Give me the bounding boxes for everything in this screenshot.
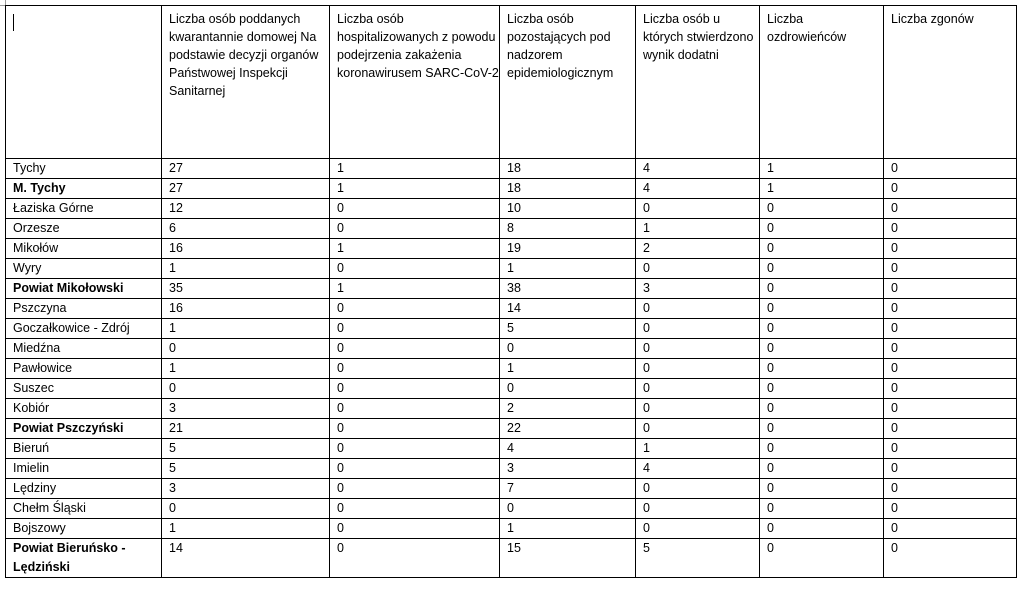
cell-positive[interactable]: 1 (636, 219, 760, 239)
cell-positive[interactable]: 4 (636, 179, 760, 199)
cell-recovered[interactable]: 0 (760, 259, 884, 279)
table-row (6, 399, 1017, 419)
cell-hospitalized[interactable]: 0 (330, 499, 500, 519)
cell-hospitalized[interactable]: 0 (330, 519, 500, 539)
table-row (6, 519, 1017, 539)
cell-supervision[interactable]: 5 (500, 319, 636, 339)
cell-positive[interactable]: 0 (636, 499, 760, 519)
cell-quarantine[interactable]: 27 (162, 179, 330, 199)
table-header (6, 6, 1017, 159)
cell-recovered[interactable]: 0 (760, 519, 884, 539)
cell-positive[interactable]: 0 (636, 379, 760, 399)
cell-recovered[interactable]: 0 (760, 499, 884, 519)
cell-quarantine[interactable]: 27 (162, 159, 330, 179)
cell-quarantine[interactable]: 16 (162, 299, 330, 319)
table-row (6, 499, 1017, 519)
row-name-cell[interactable]: Bojszowy (6, 519, 162, 539)
cell-supervision[interactable]: 1 (500, 359, 636, 379)
cell-positive[interactable]: 4 (636, 459, 760, 479)
cell-deaths[interactable]: 0 (884, 239, 1017, 259)
table-row (6, 219, 1017, 239)
table-row (6, 459, 1017, 479)
header-cell-hospitalized[interactable]: Liczba osób hospitalizowanych z powodu podejrzenia zakażenia koronawirusem SARC-CoV-2 (330, 6, 500, 159)
cell-recovered[interactable]: 0 (760, 379, 884, 399)
table-row (6, 319, 1017, 339)
cell-quarantine[interactable]: 6 (162, 219, 330, 239)
header-row (6, 6, 1017, 159)
cell-supervision[interactable]: 15 (500, 539, 636, 578)
cell-quarantine[interactable]: 1 (162, 319, 330, 339)
cell-quarantine[interactable]: 0 (162, 499, 330, 519)
cell-positive[interactable]: 0 (636, 479, 760, 499)
cell-quarantine[interactable]: 12 (162, 199, 330, 219)
cell-positive[interactable]: 0 (636, 399, 760, 419)
cell-deaths[interactable]: 0 (884, 499, 1017, 519)
cell-hospitalized[interactable]: 1 (330, 159, 500, 179)
cell-hospitalized[interactable]: 0 (330, 319, 500, 339)
cell-hospitalized[interactable]: 0 (330, 399, 500, 419)
cell-supervision[interactable]: 2 (500, 399, 636, 419)
cell-hospitalized[interactable]: 0 (330, 299, 500, 319)
cell-positive[interactable]: 0 (636, 339, 760, 359)
cell-quarantine[interactable]: 0 (162, 379, 330, 399)
cell-supervision[interactable]: 4 (500, 439, 636, 459)
table-row (6, 339, 1017, 359)
cell-supervision[interactable]: 14 (500, 299, 636, 319)
cell-quarantine[interactable]: 1 (162, 359, 330, 379)
cell-hospitalized[interactable]: 0 (330, 359, 500, 379)
cell-hospitalized[interactable]: 0 (330, 219, 500, 239)
cell-supervision[interactable]: 19 (500, 239, 636, 259)
row-name-cell[interactable]: Imielin (6, 459, 162, 479)
cell-hospitalized[interactable]: 0 (330, 419, 500, 439)
cell-recovered[interactable]: 0 (760, 199, 884, 219)
cell-deaths[interactable]: 0 (884, 379, 1017, 399)
cell-recovered[interactable]: 0 (760, 319, 884, 339)
cell-recovered[interactable]: 0 (760, 239, 884, 259)
header-cell-recovered[interactable]: Liczba ozdrowieńców (760, 6, 884, 159)
cell-quarantine[interactable]: 1 (162, 259, 330, 279)
table-row (6, 259, 1017, 279)
table-row (6, 199, 1017, 219)
cell-quarantine[interactable]: 3 (162, 399, 330, 419)
row-name-cell[interactable]: Suszec (6, 379, 162, 399)
cell-deaths[interactable]: 0 (884, 299, 1017, 319)
cell-deaths[interactable]: 0 (884, 159, 1017, 179)
cell-quarantine[interactable]: 5 (162, 459, 330, 479)
cell-recovered[interactable]: 0 (760, 279, 884, 299)
cell-quarantine[interactable]: 14 (162, 539, 330, 578)
cell-hospitalized[interactable]: 1 (330, 279, 500, 299)
cell-positive[interactable]: 3 (636, 279, 760, 299)
cell-deaths[interactable]: 0 (884, 439, 1017, 459)
row-name-cell[interactable]: Miedźna (6, 339, 162, 359)
cell-quarantine[interactable]: 16 (162, 239, 330, 259)
cell-deaths[interactable]: 0 (884, 179, 1017, 199)
cell-supervision[interactable]: 1 (500, 519, 636, 539)
cell-quarantine[interactable]: 3 (162, 479, 330, 499)
table-row (6, 439, 1017, 459)
cell-hospitalized[interactable]: 0 (330, 259, 500, 279)
cell-recovered[interactable]: 0 (760, 339, 884, 359)
cell-recovered[interactable]: 0 (760, 399, 884, 419)
table-row (6, 239, 1017, 259)
cell-recovered[interactable]: 0 (760, 539, 884, 578)
row-name-cell[interactable]: Goczałkowice - Zdrój (6, 319, 162, 339)
cell-deaths[interactable]: 0 (884, 279, 1017, 299)
cell-positive[interactable]: 0 (636, 319, 760, 339)
cell-hospitalized[interactable]: 0 (330, 479, 500, 499)
cell-hospitalized[interactable]: 0 (330, 439, 500, 459)
row-name-cell[interactable]: Wyry (6, 259, 162, 279)
cell-hospitalized[interactable]: 0 (330, 199, 500, 219)
cell-deaths[interactable]: 0 (884, 419, 1017, 439)
header-cell-deaths[interactable]: Liczba zgonów (884, 6, 1017, 159)
cell-quarantine[interactable]: 1 (162, 519, 330, 539)
table-row (6, 279, 1017, 299)
cell-supervision[interactable]: 0 (500, 379, 636, 399)
row-name-cell[interactable]: Pawłowice (6, 359, 162, 379)
cell-deaths[interactable]: 0 (884, 459, 1017, 479)
cell-quarantine[interactable]: 21 (162, 419, 330, 439)
cell-hospitalized[interactable]: 0 (330, 539, 500, 578)
table-row (6, 359, 1017, 379)
row-name-cell[interactable]: Mikołów (6, 239, 162, 259)
cell-supervision[interactable]: 7 (500, 479, 636, 499)
cell-supervision[interactable]: 3 (500, 459, 636, 479)
cell-quarantine[interactable]: 0 (162, 339, 330, 359)
table-row (6, 539, 1017, 578)
cell-deaths[interactable]: 0 (884, 259, 1017, 279)
row-name-cell[interactable]: Kobiór (6, 399, 162, 419)
cell-positive[interactable]: 0 (636, 259, 760, 279)
cell-supervision[interactable]: 38 (500, 279, 636, 299)
cell-supervision[interactable]: 1 (500, 259, 636, 279)
cell-hospitalized[interactable]: 1 (330, 179, 500, 199)
cell-deaths[interactable]: 0 (884, 519, 1017, 539)
cell-quarantine[interactable]: 5 (162, 439, 330, 459)
row-name-cell[interactable]: Lędziny (6, 479, 162, 499)
table-row (6, 419, 1017, 439)
cell-positive[interactable]: 0 (636, 519, 760, 539)
cell-deaths[interactable]: 0 (884, 539, 1017, 578)
cell-recovered[interactable]: 0 (760, 359, 884, 379)
cell-supervision[interactable]: 18 (500, 179, 636, 199)
cell-deaths[interactable]: 0 (884, 399, 1017, 419)
cell-positive[interactable]: 4 (636, 159, 760, 179)
cell-supervision[interactable]: 10 (500, 199, 636, 219)
cell-recovered[interactable]: 0 (760, 419, 884, 439)
cell-deaths[interactable]: 0 (884, 319, 1017, 339)
cell-positive[interactable]: 2 (636, 239, 760, 259)
cell-deaths[interactable]: 0 (884, 359, 1017, 379)
row-name-cell[interactable]: Pszczyna (6, 299, 162, 319)
cell-deaths[interactable]: 0 (884, 199, 1017, 219)
cell-positive[interactable]: 5 (636, 539, 760, 578)
row-name-cell[interactable]: Chełm Śląski (6, 499, 162, 519)
row-name-cell[interactable]: Tychy (6, 159, 162, 179)
cell-supervision[interactable]: 22 (500, 419, 636, 439)
cell-positive[interactable]: 0 (636, 419, 760, 439)
row-name-cell[interactable]: Orzesze (6, 219, 162, 239)
table-row (6, 299, 1017, 319)
cell-supervision[interactable]: 0 (500, 499, 636, 519)
cell-hospitalized[interactable]: 0 (330, 339, 500, 359)
row-name-cell[interactable]: Powiat Mikołowski (6, 279, 162, 299)
table-body (6, 159, 1017, 578)
cell-recovered[interactable]: 0 (760, 479, 884, 499)
table-row (6, 159, 1017, 179)
row-name-cell[interactable]: M. Tychy (6, 179, 162, 199)
cell-supervision[interactable]: 8 (500, 219, 636, 239)
row-name-cell[interactable]: Bieruń (6, 439, 162, 459)
header-cell-positive[interactable]: Liczba osób u których stwierdzono wynik dodatni (636, 6, 760, 159)
table-row (6, 179, 1017, 199)
row-name-cell[interactable]: Powiat Bieruńsko - Lędziński (6, 539, 162, 578)
cell-quarantine[interactable]: 35 (162, 279, 330, 299)
text-cursor (13, 14, 14, 31)
cell-hospitalized[interactable]: 0 (330, 459, 500, 479)
row-name-cell[interactable]: Łaziska Górne (6, 199, 162, 219)
cell-recovered[interactable]: 0 (760, 459, 884, 479)
header-cell-corner[interactable] (6, 6, 162, 159)
cell-positive[interactable]: 0 (636, 199, 760, 219)
header-cell-supervision[interactable]: Liczba osób pozostających pod nadzorem epidemiologicznym (500, 6, 636, 159)
cell-supervision[interactable]: 18 (500, 159, 636, 179)
table-row (6, 479, 1017, 499)
cell-recovered[interactable]: 1 (760, 159, 884, 179)
statistics-table (5, 5, 1017, 578)
cell-hospitalized[interactable]: 0 (330, 379, 500, 399)
cell-hospitalized[interactable]: 1 (330, 239, 500, 259)
cell-positive[interactable]: 0 (636, 359, 760, 379)
cell-recovered[interactable]: 0 (760, 299, 884, 319)
table-row (6, 379, 1017, 399)
cell-supervision[interactable]: 0 (500, 339, 636, 359)
cell-deaths[interactable]: 0 (884, 219, 1017, 239)
cell-positive[interactable]: 1 (636, 439, 760, 459)
header-cell-quarantine[interactable]: Liczba osób poddanych kwarantannie domowej Na podstawie decyzji organów Państwowej Inspekcji Sanitarnej (162, 6, 330, 159)
row-name-cell[interactable]: Powiat Pszczyński (6, 419, 162, 439)
cell-recovered[interactable]: 0 (760, 219, 884, 239)
cell-deaths[interactable]: 0 (884, 339, 1017, 359)
cell-recovered[interactable]: 1 (760, 179, 884, 199)
cell-positive[interactable]: 0 (636, 299, 760, 319)
cell-deaths[interactable]: 0 (884, 479, 1017, 499)
cell-recovered[interactable]: 0 (760, 439, 884, 459)
